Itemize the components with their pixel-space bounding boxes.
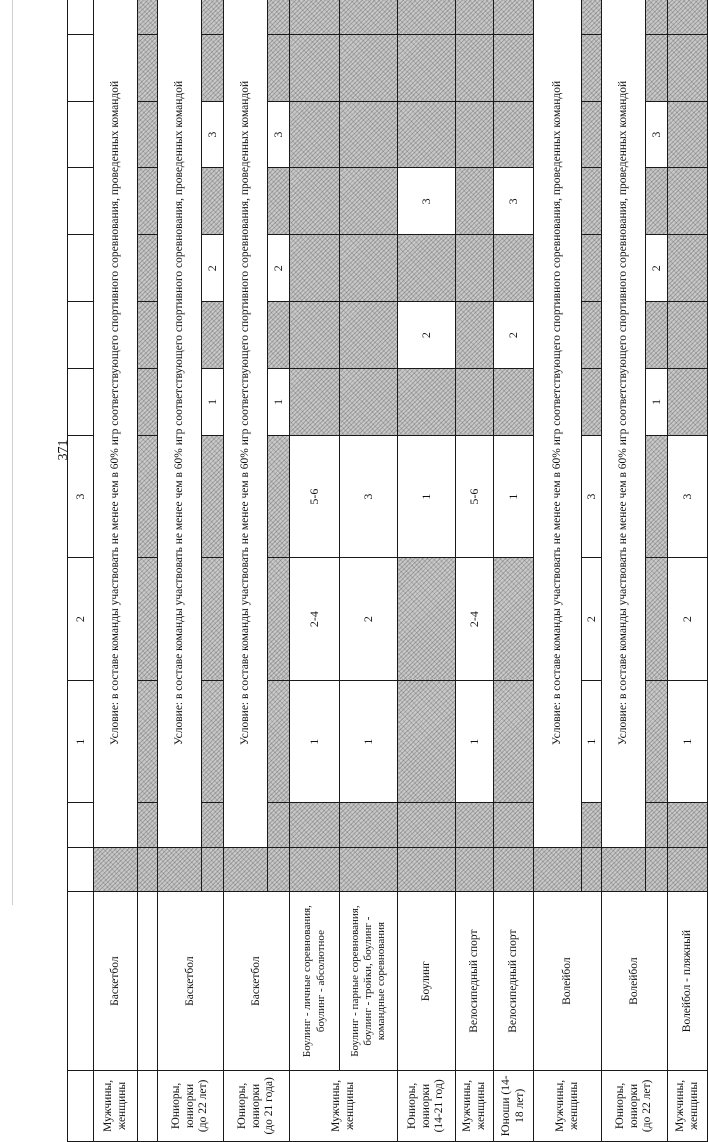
hatched-cell bbox=[668, 847, 708, 892]
header-empty bbox=[68, 34, 94, 101]
hatched-cell bbox=[138, 235, 158, 302]
hatched-cell bbox=[668, 803, 708, 848]
group-cell-cont bbox=[138, 1070, 158, 1141]
hatched-cell bbox=[290, 302, 340, 369]
hatched-cell bbox=[202, 847, 224, 892]
place-cell: 3 bbox=[268, 101, 290, 168]
hatched-cell bbox=[268, 680, 290, 803]
header-empty bbox=[68, 302, 94, 369]
hatched-cell bbox=[398, 803, 456, 848]
ranking-table bbox=[67, 0, 708, 1142]
hatched-cell bbox=[398, 101, 456, 168]
hatched-cell bbox=[582, 0, 602, 34]
hatched-cell bbox=[268, 803, 290, 848]
hatched-cell bbox=[290, 368, 340, 435]
place-cell: 2 bbox=[340, 558, 398, 681]
hatched-cell bbox=[582, 803, 602, 848]
header-empty-a bbox=[68, 847, 94, 892]
hatched-cell bbox=[268, 302, 290, 369]
hatched-cell bbox=[646, 0, 668, 34]
condition-cell: Условие: в составе команды участвовать не менее чем в 60% игр соответствующего спортивного соревнования, проведенных командой bbox=[94, 0, 138, 847]
hatched-cell bbox=[602, 847, 646, 892]
header-number: 3 bbox=[68, 435, 94, 558]
hatched-cell bbox=[340, 302, 398, 369]
table-row bbox=[602, 0, 646, 1142]
place-cell: 2-4 bbox=[290, 558, 340, 681]
group-cell: Мужчины, женщины bbox=[94, 1070, 138, 1141]
header-empty bbox=[68, 368, 94, 435]
hatched-cell bbox=[456, 0, 494, 34]
hatched-cell bbox=[534, 847, 582, 892]
group-cell: Юноши (14-18 лет) bbox=[494, 1070, 534, 1141]
discipline-cell: Волейбол bbox=[534, 892, 602, 1070]
hatched-cell bbox=[138, 558, 158, 681]
place-cell: 2-4 bbox=[456, 558, 494, 681]
group-cell: Мужчины, женщины bbox=[534, 1070, 602, 1141]
table-row bbox=[494, 0, 534, 1142]
hatched-cell bbox=[202, 803, 224, 848]
hatched-cell bbox=[202, 302, 224, 369]
hatched-cell bbox=[582, 847, 602, 892]
hatched-cell bbox=[494, 34, 534, 101]
hatched-cell bbox=[646, 558, 668, 681]
hatched-cell bbox=[340, 34, 398, 101]
hatched-cell bbox=[340, 847, 398, 892]
header-empty-group bbox=[68, 1070, 94, 1141]
hatched-cell bbox=[138, 435, 158, 558]
place-cell: 3 bbox=[668, 435, 708, 558]
table-row bbox=[158, 0, 202, 1142]
hatched-cell bbox=[202, 0, 224, 34]
hatched-cell bbox=[456, 368, 494, 435]
hatched-cell bbox=[202, 168, 224, 235]
hatched-cell bbox=[646, 803, 668, 848]
hatched-cell bbox=[268, 168, 290, 235]
hatched-cell bbox=[138, 302, 158, 369]
hatched-cell bbox=[456, 847, 494, 892]
hatched-cell bbox=[138, 847, 158, 892]
hatched-cell bbox=[456, 235, 494, 302]
hatched-cell bbox=[582, 368, 602, 435]
condition-cell: Условие: в составе команды участвовать не менее чем в 60% игр соответствующего спортивного соревнования, проведенных командой bbox=[158, 0, 202, 847]
hatched-cell bbox=[398, 680, 456, 803]
place-cell: 2 bbox=[202, 235, 224, 302]
group-cell: Мужчины, женщины bbox=[456, 1070, 494, 1141]
hatched-cell bbox=[290, 101, 340, 168]
place-cell: 5-6 bbox=[456, 435, 494, 558]
hatched-cell bbox=[94, 847, 138, 892]
header-empty bbox=[68, 235, 94, 302]
hatched-cell bbox=[398, 34, 456, 101]
table-row-hatch bbox=[138, 0, 158, 1142]
hatched-cell bbox=[340, 235, 398, 302]
place-cell: 1 bbox=[646, 368, 668, 435]
header-number: 1 bbox=[68, 680, 94, 803]
hatched-cell bbox=[202, 435, 224, 558]
table-row bbox=[456, 0, 494, 1142]
hatched-cell bbox=[138, 168, 158, 235]
hatched-cell bbox=[646, 168, 668, 235]
hatched-cell bbox=[268, 847, 290, 892]
header-empty-b bbox=[68, 803, 94, 848]
header-empty bbox=[68, 0, 94, 34]
hatched-cell bbox=[582, 302, 602, 369]
place-cell: 1 bbox=[582, 680, 602, 803]
hatched-cell bbox=[268, 558, 290, 681]
rotated-table-container bbox=[67, 0, 700, 1142]
hatched-cell bbox=[398, 368, 456, 435]
hatched-cell bbox=[290, 847, 340, 892]
hatched-cell bbox=[582, 101, 602, 168]
hatched-cell bbox=[646, 34, 668, 101]
hatched-cell bbox=[268, 0, 290, 34]
discipline-cell: Волейбол bbox=[602, 892, 668, 1070]
table-row bbox=[668, 0, 708, 1142]
hatched-cell bbox=[340, 168, 398, 235]
header-empty-discipline bbox=[68, 892, 94, 1070]
table-row bbox=[398, 0, 456, 1142]
group-cell: Юниоры, юниорки (до 22 лет) bbox=[602, 1070, 668, 1141]
place-cell: 3 bbox=[202, 101, 224, 168]
discipline-cell: Баскетбол bbox=[158, 892, 224, 1070]
place-cell: 3 bbox=[582, 435, 602, 558]
hatched-cell bbox=[268, 435, 290, 558]
hatched-cell bbox=[456, 34, 494, 101]
table-row bbox=[340, 0, 398, 1142]
hatched-cell bbox=[646, 680, 668, 803]
condition-cell: Условие: в составе команды участвовать не менее чем в 60% игр соответствующего спортивного соревнования, проведенных командой bbox=[224, 0, 268, 847]
discipline-cell: Боулинг - личные соревнования, боулинг - абсолютное bbox=[290, 892, 340, 1070]
hatched-cell bbox=[494, 0, 534, 34]
page-number: 371 bbox=[56, 439, 71, 461]
place-cell: 2 bbox=[582, 558, 602, 681]
discipline-cell: Баскетбол bbox=[94, 892, 138, 1070]
hatched-cell bbox=[582, 168, 602, 235]
hatched-cell bbox=[668, 368, 708, 435]
place-cell: 1 bbox=[398, 435, 456, 558]
group-cell: Юниоры, юниорки (до 21 года) bbox=[224, 1070, 290, 1141]
hatched-cell bbox=[158, 847, 202, 892]
hatched-cell bbox=[340, 0, 398, 34]
hatched-cell bbox=[398, 558, 456, 681]
place-cell: 1 bbox=[494, 435, 534, 558]
hatched-cell bbox=[456, 168, 494, 235]
hatched-cell bbox=[138, 680, 158, 803]
hatched-cell bbox=[138, 0, 158, 34]
hatched-cell bbox=[494, 680, 534, 803]
hatched-cell bbox=[290, 803, 340, 848]
place-cell: 1 bbox=[668, 680, 708, 803]
hatched-cell bbox=[138, 101, 158, 168]
hatched-cell bbox=[494, 235, 534, 302]
place-cell: 3 bbox=[398, 168, 456, 235]
hatched-cell bbox=[290, 168, 340, 235]
group-cell: Юниоры, юниорки (14-21 год) bbox=[398, 1070, 456, 1141]
place-cell: 1 bbox=[268, 368, 290, 435]
hatched-cell bbox=[202, 34, 224, 101]
condition-cell: Условие: в составе команды участвовать не менее чем в 60% игр соответствующего спортивного соревнования, проведенных командой bbox=[534, 0, 582, 847]
hatched-cell bbox=[668, 0, 708, 34]
hatched-cell bbox=[494, 368, 534, 435]
hatched-cell bbox=[290, 235, 340, 302]
group-cell: Мужчины, женщины bbox=[668, 1070, 708, 1141]
hatched-cell bbox=[138, 368, 158, 435]
discipline-cell: Велосипедный спорт bbox=[494, 892, 534, 1070]
header-row bbox=[68, 0, 94, 1142]
hatched-cell bbox=[456, 101, 494, 168]
discipline-cell: Боулинг - парные соревнования, боулинг - тройки, боулинг - командные соревнования bbox=[340, 892, 398, 1070]
group-cell: Юниоры, юниорки (до 22 лет) bbox=[158, 1070, 224, 1141]
hatched-cell bbox=[456, 803, 494, 848]
discipline-cell: Баскетбол bbox=[224, 892, 290, 1070]
discipline-cell: Велосипедный спорт bbox=[456, 892, 494, 1070]
table-row bbox=[534, 0, 582, 1142]
hatched-cell bbox=[268, 34, 290, 101]
hatched-cell bbox=[668, 34, 708, 101]
condition-cell: Условие: в составе команды участвовать не менее чем в 60% игр соответствующего спортивного соревнования, проведенных командой bbox=[602, 0, 646, 847]
place-cell: 5-6 bbox=[290, 435, 340, 558]
place-cell: 2 bbox=[646, 235, 668, 302]
place-cell: 1 bbox=[202, 368, 224, 435]
place-cell: 2 bbox=[268, 235, 290, 302]
hatched-cell bbox=[340, 101, 398, 168]
hatched-cell bbox=[494, 847, 534, 892]
scan-edge bbox=[12, 0, 13, 905]
place-cell: 2 bbox=[668, 558, 708, 681]
hatched-cell bbox=[668, 101, 708, 168]
hatched-cell bbox=[646, 302, 668, 369]
hatched-cell bbox=[398, 847, 456, 892]
hatched-cell bbox=[494, 558, 534, 681]
header-empty bbox=[68, 101, 94, 168]
place-cell: 1 bbox=[340, 680, 398, 803]
hatched-cell bbox=[398, 235, 456, 302]
discipline-cell-cont bbox=[138, 892, 158, 1070]
table-row bbox=[290, 0, 340, 1142]
hatched-cell bbox=[494, 101, 534, 168]
header-number: 2 bbox=[68, 558, 94, 681]
place-cell: 1 bbox=[290, 680, 340, 803]
header-empty bbox=[68, 168, 94, 235]
place-cell: 3 bbox=[340, 435, 398, 558]
hatched-cell bbox=[138, 34, 158, 101]
hatched-cell bbox=[290, 0, 340, 34]
place-cell: 2 bbox=[494, 302, 534, 369]
hatched-cell bbox=[138, 803, 158, 848]
hatched-cell bbox=[290, 34, 340, 101]
table-row bbox=[224, 0, 268, 1142]
hatched-cell bbox=[494, 803, 534, 848]
hatched-cell bbox=[224, 847, 268, 892]
place-cell: 3 bbox=[646, 101, 668, 168]
hatched-cell bbox=[582, 235, 602, 302]
hatched-cell bbox=[668, 302, 708, 369]
hatched-cell bbox=[340, 368, 398, 435]
place-cell: 2 bbox=[398, 302, 456, 369]
place-cell: 3 bbox=[494, 168, 534, 235]
hatched-cell bbox=[668, 235, 708, 302]
hatched-cell bbox=[646, 435, 668, 558]
group-cell: Мужчины, женщины bbox=[290, 1070, 398, 1141]
hatched-cell bbox=[398, 0, 456, 34]
place-cell: 1 bbox=[456, 680, 494, 803]
hatched-cell bbox=[582, 34, 602, 101]
hatched-cell bbox=[202, 680, 224, 803]
discipline-cell: Боулинг bbox=[398, 892, 456, 1070]
hatched-cell bbox=[202, 558, 224, 681]
hatched-cell bbox=[340, 803, 398, 848]
discipline-cell: Волейбол - пляжный bbox=[668, 892, 708, 1070]
table-row bbox=[94, 0, 138, 1142]
hatched-cell bbox=[646, 847, 668, 892]
hatched-cell bbox=[668, 168, 708, 235]
hatched-cell bbox=[456, 302, 494, 369]
